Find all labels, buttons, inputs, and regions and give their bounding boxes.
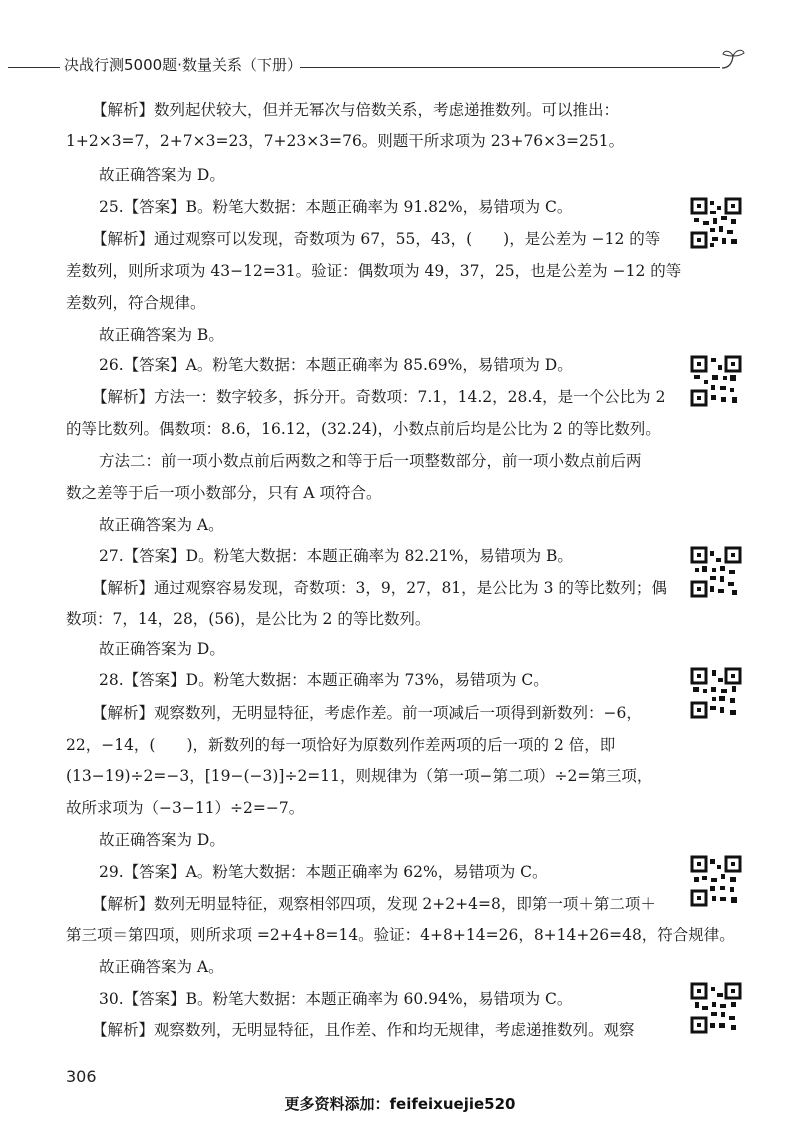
answer-line-29: 29.【答案】A。粉笔大数据：本题正确率为 62%，易错项为 C。	[99, 863, 548, 881]
page-number: 306	[66, 1067, 97, 1086]
text-line: 的等比数列。偶数项：8.6，16.12，(32.24)，小数点前后均是公比为 2 的等比数列。	[66, 420, 661, 438]
text-line: 差数列，则所求项为 43−12=31。验证：偶数项为 49，37，25，也是公差为 −12 的等	[66, 262, 682, 280]
running-header	[0, 46, 800, 76]
answer-line-28: 28.【答案】D。粉笔大数据：本题正确率为 73%，易错项为 C。	[99, 671, 549, 689]
text-line: 数之差等于后一项小数部分，只有 A 项符合。	[66, 484, 382, 502]
text-line: 【解析】数列起伏较大，但并无幂次与倍数关系，考虑递推数列。可以推出：	[92, 101, 620, 119]
text-line: 故所求项为（−3−11）÷2=−7。	[66, 799, 305, 817]
text-line: (13−19)÷2=−3，[19−(−3)]÷2=11，则规律为（第一项−第二项）÷2=第三项，	[66, 767, 653, 785]
answer-line-27: 27.【答案】D。粉笔大数据：本题正确率为 82.21%，易错项为 B。	[99, 547, 573, 565]
text-line: 故正确答案为 B。	[99, 326, 224, 344]
text-line: 22，−14，( )，新数列的每一项恰好为原数列作差两项的后一项的 2 倍，即	[66, 736, 616, 754]
text-line: 【解析】通过观察可以发现，奇数项为 67，55，43，( )，是公差为 −12 的等	[92, 230, 661, 248]
text-line: 1+2×3=7，2+7×3=23，7+23×3=76。则题干所求项为 23+76×3=251。	[66, 132, 625, 150]
footer-note: 更多资料添加：feifeixuejie520	[284, 1095, 516, 1113]
sprout-icon	[718, 46, 748, 74]
text-line: 【解析】观察数列，无明显特征，考虑作差。前一项减后一项得到新数列：−6，	[92, 704, 642, 722]
header-rule-left	[8, 67, 60, 68]
qr-code-icon[interactable]	[690, 197, 742, 249]
text-line: 【解析】通过观察容易发现，奇数项：3，9，27，81，是公比为 3 的等比数列；偶	[92, 579, 667, 597]
answer-line-25: 25.【答案】B。粉笔大数据：本题正确率为 91.82%，易错项为 C。	[99, 198, 573, 216]
text-line: 故正确答案为 D。	[99, 640, 225, 658]
book-title: 决战行测5000题·数量关系（下册）	[64, 56, 302, 74]
text-line: 数项：7，14，28，(56)，是公比为 2 的等比数列。	[66, 610, 431, 628]
text-line: 方法二：前一项小数点前后两数之和等于后一项整数部分，前一项小数点前后两	[99, 452, 642, 470]
text-line: 【解析】观察数列，无明显特征，且作差、作和均无规律，考虑递推数列。观察	[92, 1021, 635, 1039]
text-line: 故正确答案为 D。	[99, 831, 225, 849]
qr-code-icon[interactable]	[690, 546, 742, 598]
qr-code-icon[interactable]	[690, 667, 742, 719]
text-line: 第三项＝第四项，则所求项 =2+4+8=14。验证：4+8+14=26，8+14+26=48，符合规律。	[66, 926, 735, 944]
header-rule-right	[300, 67, 720, 68]
answer-line-30: 30.【答案】B。粉笔大数据：本题正确率为 60.94%，易错项为 C。	[99, 990, 573, 1008]
qr-code-icon[interactable]	[690, 982, 742, 1034]
text-line: 故正确答案为 A。	[99, 958, 224, 976]
text-line: 【解析】方法一：数字较多，拆分开。奇数项：7.1，14.2，28.4，是一个公比为 2	[92, 388, 666, 406]
text-line: 【解析】数列无明显特征，观察相邻四项，发现 2+2+4=8，即第一项＋第二项＋	[92, 895, 656, 913]
qr-code-icon[interactable]	[690, 855, 742, 907]
text-line: 差数列，符合规律。	[66, 294, 206, 312]
text-line: 故正确答案为 A。	[99, 516, 224, 534]
text-line: 故正确答案为 D。	[99, 166, 225, 184]
qr-code-icon[interactable]	[690, 355, 742, 407]
answer-line-26: 26.【答案】A。粉笔大数据：本题正确率为 85.69%，易错项为 D。	[99, 356, 573, 374]
